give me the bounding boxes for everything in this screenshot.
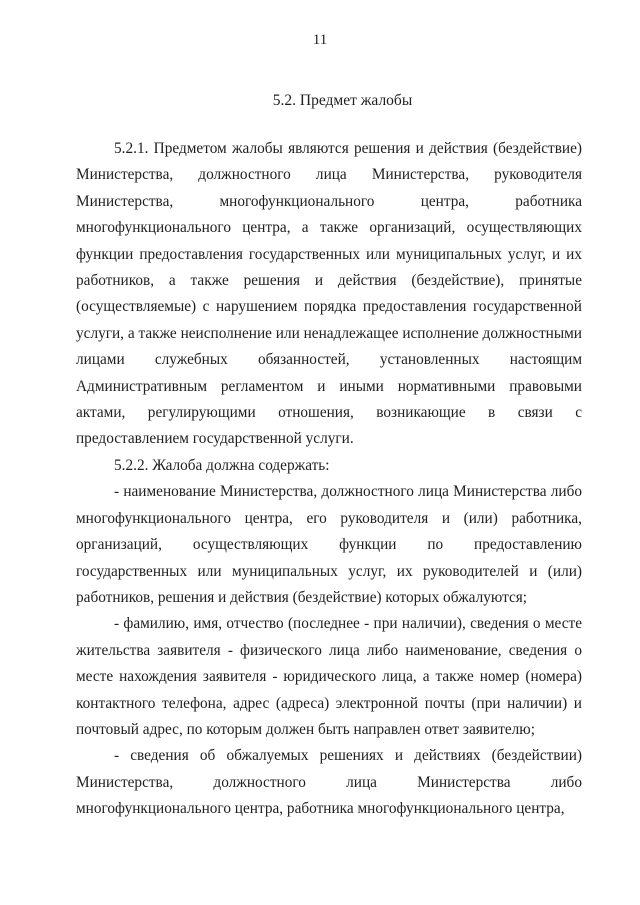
page-number: 11 — [312, 32, 328, 48]
document-body — [76, 136, 582, 823]
paragraph-5-2-1: 5.2.1. Предметом жалобы являются решения и действия (бездействие) Министерства, должностного лица Министерства, руководителя Министерства, многофункционального центра, работника многофункционального центра, а также организаций, осуществляющих функции предоставления государственных или муниципальных услуг, и их работников, а также решения и действия (бездействие), принятые (осуществляемые) с нарушением порядка предоставления государственной услуги, а также неисполнение или ненадлежащее исполнение должностными лицами служебных обязанностей, установленных настоящим Административным регламентом и иными нормативными правовыми актами, регулирующими отношения, возникающие в связи с предоставлением государственной услуги. — [76, 140, 582, 448]
paragraph-5-2-2: 5.2.2. Жалоба должна содержать: — [114, 456, 330, 474]
list-item-applicant-details: - фамилию, имя, отчество (последнее - при наличии), сведения о месте жительства заявителя - физического лица либо наименование, сведения о месте нахождения заявителя - юридического лица, а также номер (номера) контактного телефона, адрес (адреса) электронной почты (при наличии) и почтовый адрес, по которым должен быть направлен ответ заявителю; — [76, 615, 582, 738]
list-item-name-of-ministry: - наименование Министерства, должностного лица Министерства либо многофункционального центра, его руководителя и (или) работника, организаций, осуществляющих функции по предоставлению государственных или муниципальных услуг, их руководителей и (или) работников, решения и действия (бездействие) которых обжалуются; — [76, 483, 582, 606]
section-title: 5.2. Предмет жалобы — [272, 92, 413, 109]
list-item-appealed-decisions: - сведения об обжалуемых решениях и действиях (бездействии) Министерства, должностного лица Министерства либо многофункционального центра, работника многофункционального центра, — [76, 747, 582, 818]
